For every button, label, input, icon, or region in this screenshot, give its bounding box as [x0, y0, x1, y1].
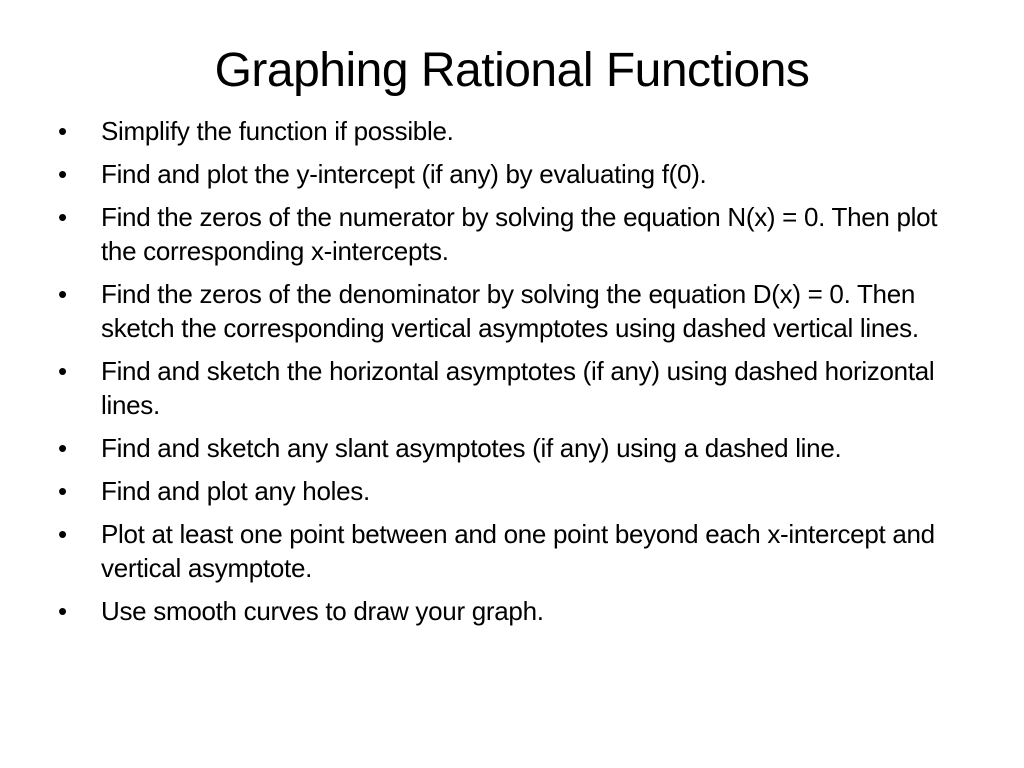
bullet-text: Find the zeros of the denominator by solving the equation D(x) = 0. Then sketch the corresponding vertical asymptotes using dashed vertical lines. [101, 279, 919, 343]
bullet-item [58, 200, 978, 268]
bullet-item [58, 594, 978, 628]
bullet-dot-icon: • [58, 159, 67, 189]
bullet-dot-icon: • [58, 202, 67, 232]
bullet-dot-icon: • [58, 116, 67, 146]
bullet-item [58, 517, 978, 585]
bullet-text: Plot at least one point between and one point beyond each x-intercept and vertical asymptote. [101, 519, 935, 583]
slide-title: Graphing Rational Functions [214, 44, 810, 97]
bullet-text: Find and sketch any slant asymptotes (if any) using a dashed line. [101, 433, 842, 463]
bullet-list [58, 114, 978, 637]
bullet-text: Find and plot the y-intercept (if any) by evaluating f(0). [101, 159, 707, 189]
bullet-item [58, 157, 978, 191]
bullet-dot-icon: • [58, 356, 67, 386]
bullet-item [58, 431, 978, 465]
bullet-text: Use smooth curves to draw your graph. [101, 596, 544, 626]
bullet-dot-icon: • [58, 476, 67, 506]
bullet-text: Find and plot any holes. [101, 476, 370, 506]
bullet-dot-icon: • [58, 433, 67, 463]
bullet-item [58, 277, 978, 345]
bullet-item [58, 354, 978, 422]
bullet-dot-icon: • [58, 519, 67, 549]
bullet-item [58, 114, 978, 148]
bullet-dot-icon: • [58, 279, 67, 309]
bullet-text: Find and sketch the horizontal asymptotes (if any) using dashed horizontal lines. [101, 356, 935, 420]
bullet-text: Simplify the function if possible. [101, 116, 454, 146]
bullet-text: Find the zeros of the numerator by solving the equation N(x) = 0. Then plot the corresponding x-intercepts. [101, 202, 938, 266]
bullet-item [58, 474, 978, 508]
bullet-dot-icon: • [58, 596, 67, 626]
